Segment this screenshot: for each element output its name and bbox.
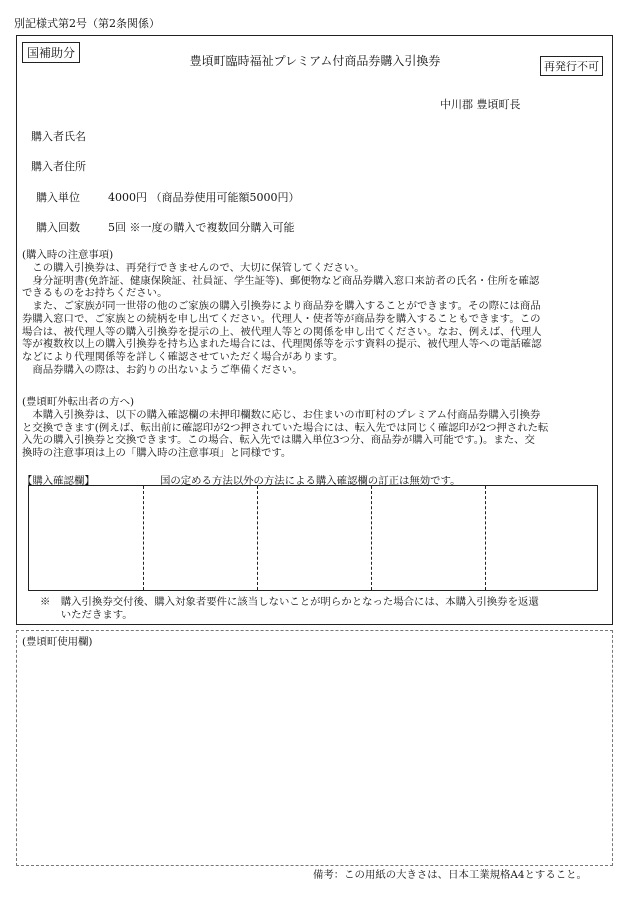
notice-line: 身分証明書(免許証、健康保険証、社員証、学生証等)、郵便物など商品券購入窓口来訪者の氏名・住所を確認	[22, 274, 540, 287]
notice-line: 等が複数枚以上の購入引換券を持ち込まれた場合には、代理関係等を示す資料の提示、被代理人等への電話確認	[22, 338, 542, 351]
purchaser-name-label: 購入者氏名	[31, 130, 86, 143]
purchase-count-label: 購入回数	[36, 221, 80, 234]
stamp-slot-divider	[485, 486, 486, 590]
transfer-line: と交換できます(例えば、転出前に確認印が2つ押されていた場合には、転入先では同じく確認印が2つ押された転	[22, 421, 549, 434]
notice-line: また、ご家族が同一世帯の他のご家族の購入引換券により商品券を購入することができます。その際には商品	[22, 300, 541, 313]
form-reference: 別記様式第2号（第2条関係）	[14, 17, 160, 30]
notice-line: 場合は、被代理人等の購入引換券を提示の上、被代理人等との関係を申し出てください。なお、例えば、代理人	[22, 325, 542, 338]
confirmation-heading: 【購入確認欄】	[22, 475, 95, 487]
issuer: 中川郡 豊頃町長	[440, 98, 521, 111]
notice-line: などにより代理関係等を詳しく確認させていただく場合があります。	[22, 350, 344, 363]
notice-line: 券購入窓口で、ご家族との続柄を申し出てください。代理人・使者等が商品券を購入することもできます。この	[22, 312, 541, 325]
stamp-confirmation-box	[28, 485, 598, 591]
stamp-slot-divider	[257, 486, 258, 590]
confirmation-note: 国の定める方法以外の方法による購入確認欄の訂正は無効です。	[160, 475, 461, 487]
town-use-label: (豊頃町使用欄)	[22, 636, 93, 648]
purchase-count-value: 5回 ※一度の購入で複数回分購入可能	[108, 221, 295, 234]
notice-line: できるものをお持ちください。	[22, 287, 168, 300]
transfer-heading: (豊頃町外転出者の方へ)	[22, 396, 135, 408]
return-footnote	[40, 596, 612, 622]
purchase-unit-label: 購入単位	[36, 191, 80, 204]
document-title: 豊頃町臨時福祉プレミアム付商品券購入引換券	[189, 54, 441, 68]
notice-line: この購入引換券は、再発行できませんので、大切に保管してください。	[22, 262, 365, 274]
transfer-line: 換時の注意事項は上の「購入時の注意事項」と同様です。	[22, 447, 292, 460]
notice-line: 商品券購入の際は、お釣りの出ないようご準備ください。	[22, 363, 303, 376]
paper-size-remark: 備考：この用紙の大きさは、日本工業規格A4とすること。	[313, 869, 587, 881]
notice-heading: (購入時の注意事項)	[22, 249, 114, 261]
transfer-body	[22, 409, 610, 460]
purchase-unit-value: 4000円 （商品券使用可能額5000円）	[108, 191, 300, 204]
stamp-slot-divider	[371, 486, 372, 590]
national-subsidy-label: 国補助分	[22, 42, 80, 63]
stamp-slot-divider	[143, 486, 144, 590]
town-use-box	[16, 630, 613, 866]
purchaser-address-label: 購入者住所	[31, 160, 86, 173]
transfer-line: 本購入引換券は、以下の購入確認欄の未押印欄数に応じ、お住まいの市町村のプレミアム付商品券購入引換券	[22, 409, 541, 421]
footnote-line: ※ 購入引換券交付後、購入対象者要件に該当しないことが明らかとなった場合には、本購入引換券を返還	[40, 596, 539, 608]
no-reissue-badge: 再発行不可	[540, 56, 603, 76]
transfer-line: 入先の購入引換券と交換できます。この場合、転入先では購入単位3つ分、商品券が購入可能です。)。また、交	[22, 434, 535, 447]
notice-body	[22, 262, 610, 376]
footnote-line: いただきます。	[40, 609, 133, 621]
